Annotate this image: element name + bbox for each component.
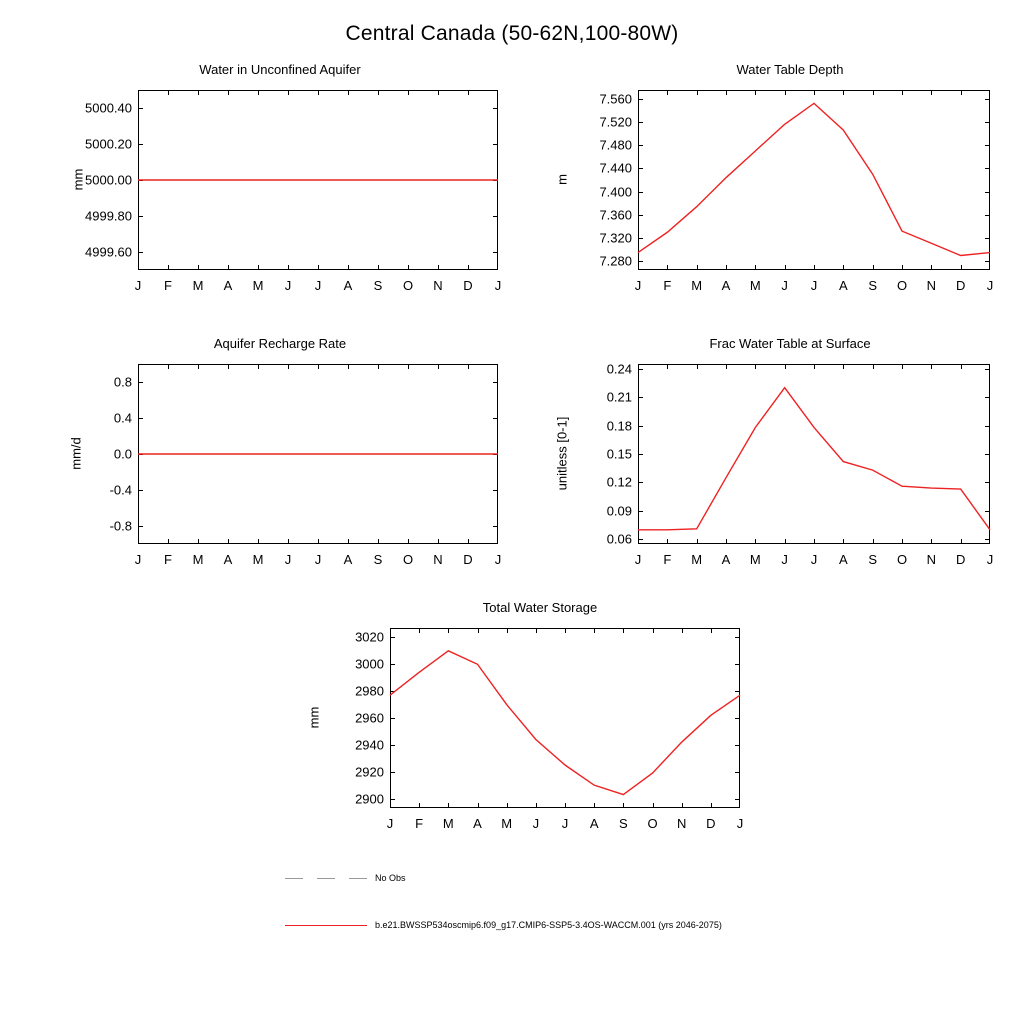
x-tick-label: A	[343, 278, 353, 293]
x-tick-label: M	[749, 552, 761, 567]
panel-title: Total Water Storage	[482, 600, 598, 615]
y-tick-label: 5000.20	[85, 136, 132, 152]
panel-title: Water in Unconfined Aquifer	[199, 62, 361, 77]
y-tick-label: 7.440	[599, 160, 632, 176]
x-tick-label: A	[838, 552, 848, 567]
x-tick-label: M	[749, 278, 761, 293]
x-tick-label: J	[781, 552, 788, 567]
y-tick-label: 0.06	[606, 531, 632, 547]
y-tick-label: 4999.60	[85, 244, 132, 260]
x-tick-label: F	[415, 816, 424, 831]
x-tick-label: S	[373, 278, 383, 293]
x-tick-label: N	[676, 816, 687, 831]
x-tick-label: F	[164, 552, 172, 567]
x-tick-label: J	[314, 278, 322, 293]
y-tick-label: -0.8	[109, 518, 132, 534]
y-tick-label: 2980	[355, 683, 384, 699]
x-tick-label: J	[810, 278, 818, 293]
x-tick-label: A	[473, 816, 482, 831]
y-tick-label: 7.280	[599, 253, 632, 269]
series-line	[638, 388, 990, 530]
x-tick-label: M	[691, 552, 703, 567]
panel-aquifer-recharge-rate	[60, 336, 500, 576]
y-tick-label: 0.24	[606, 361, 632, 377]
x-tick-label: M	[192, 278, 204, 293]
x-tick-label: D	[463, 552, 473, 567]
x-tick-label: S	[373, 552, 383, 567]
y-tick-label: 0.0	[113, 446, 132, 462]
x-tick-label: M	[442, 816, 454, 831]
x-tick-label: N	[433, 278, 443, 293]
legend-dash-2	[317, 878, 335, 879]
x-tick-label: M	[252, 552, 264, 567]
x-tick-label: N	[926, 552, 937, 567]
legend-dash-3	[349, 878, 367, 879]
legend-model	[285, 920, 985, 937]
y-tick-label: 3000	[355, 656, 384, 672]
x-tick-label: A	[343, 552, 353, 567]
y-tick-label: 0.15	[606, 446, 632, 462]
x-tick-label: S	[868, 278, 877, 293]
x-tick-label: D	[706, 816, 716, 831]
y-tick-label: 2960	[355, 710, 384, 726]
series-layer	[60, 62, 500, 302]
y-axis-label: mm	[306, 706, 322, 729]
x-tick-label: J	[494, 552, 502, 567]
panel-title: Frac Water Table at Surface	[709, 336, 871, 351]
y-tick-label: 0.4	[113, 410, 132, 426]
x-tick-label: J	[561, 816, 569, 831]
y-tick-label: 7.560	[599, 91, 632, 107]
y-axis-label: mm	[70, 168, 86, 191]
x-tick-label: J	[386, 816, 394, 831]
x-tick-label: O	[402, 278, 414, 293]
y-axis-label: m	[554, 174, 570, 185]
series-layer	[550, 336, 1000, 576]
x-tick-label: J	[532, 816, 540, 831]
legend-no-obs	[285, 873, 735, 890]
x-tick-label: J	[284, 552, 292, 567]
y-tick-label: 7.520	[599, 114, 632, 130]
x-tick-label: J	[134, 278, 142, 293]
x-tick-label: F	[663, 278, 672, 293]
x-tick-label: J	[494, 278, 502, 293]
y-tick-label: 2900	[355, 791, 384, 807]
x-tick-label: O	[402, 552, 414, 567]
y-tick-label: 7.320	[599, 230, 632, 246]
series-layer	[300, 600, 750, 840]
panel-title: Water Table Depth	[736, 62, 844, 77]
x-tick-label: A	[223, 278, 233, 293]
x-tick-label: M	[501, 816, 513, 831]
x-tick-label: F	[164, 278, 172, 293]
x-tick-label: F	[663, 552, 672, 567]
x-tick-label: J	[810, 552, 818, 567]
y-tick-label: 0.09	[606, 503, 632, 519]
y-tick-label: 5000.00	[85, 172, 132, 188]
x-tick-label: A	[721, 552, 731, 567]
y-tick-label: 4999.80	[85, 208, 132, 224]
x-tick-label: N	[926, 278, 937, 293]
x-tick-label: A	[838, 278, 848, 293]
y-tick-label: 7.360	[599, 207, 632, 223]
x-tick-label: M	[252, 278, 264, 293]
x-tick-label: J	[634, 278, 642, 293]
series-layer	[60, 336, 500, 576]
x-tick-label: J	[314, 552, 322, 567]
x-tick-label: D	[955, 552, 966, 567]
x-tick-label: D	[955, 278, 966, 293]
y-tick-label: 0.21	[606, 389, 632, 405]
x-tick-label: A	[223, 552, 233, 567]
x-tick-label: M	[192, 552, 204, 567]
y-tick-label: 0.8	[113, 374, 132, 390]
y-tick-label: 0.18	[606, 418, 632, 434]
x-tick-label: J	[781, 278, 788, 293]
panel-water-table-depth	[550, 62, 1000, 302]
panel-water-in-unconfined-aquifer	[60, 62, 500, 302]
y-tick-label: 5000.40	[85, 100, 132, 116]
x-tick-label: O	[896, 278, 908, 293]
x-tick-label: J	[986, 278, 994, 293]
x-tick-label: A	[721, 278, 731, 293]
y-axis-label: unitless [0-1]	[554, 416, 570, 491]
panel-frac-water-table-at-surface	[550, 336, 1000, 576]
y-tick-label: 2940	[355, 737, 384, 753]
x-tick-label: M	[691, 278, 703, 293]
x-tick-label: O	[896, 552, 908, 567]
y-tick-label: 7.400	[599, 184, 632, 200]
x-tick-label: J	[634, 552, 642, 567]
x-tick-label: S	[868, 552, 877, 567]
x-tick-label: D	[463, 278, 473, 293]
series-layer	[550, 62, 1000, 302]
legend-label-model: b.e21.BWSSP534oscmip6.f09_g17.CMIP6-SSP5-3.4OS-WACCM.001 (yrs 2046-2075)	[375, 920, 722, 930]
series-line	[638, 103, 990, 255]
x-tick-label: O	[647, 816, 658, 831]
y-tick-label: -0.4	[109, 482, 132, 498]
page-title: Central Canada (50-62N,100-80W)	[345, 22, 679, 45]
y-axis-label: mm/d	[68, 437, 84, 470]
x-tick-label: J	[736, 816, 744, 831]
x-tick-label: S	[618, 816, 628, 831]
x-tick-label: N	[433, 552, 443, 567]
panel-title: Aquifer Recharge Rate	[213, 336, 347, 351]
series-line	[390, 651, 740, 795]
x-tick-label: J	[284, 278, 292, 293]
x-tick-label: A	[589, 816, 599, 831]
x-tick-label: J	[134, 552, 142, 567]
legend-line-model	[285, 925, 367, 926]
y-tick-label: 7.480	[599, 137, 632, 153]
y-tick-label: 2920	[355, 764, 384, 780]
panel-total-water-storage	[300, 600, 750, 840]
legend-dash-1	[285, 878, 303, 879]
legend-label-no-obs: No Obs	[375, 873, 406, 883]
y-tick-label: 3020	[355, 629, 384, 645]
x-tick-label: J	[986, 552, 994, 567]
y-tick-label: 0.12	[606, 474, 632, 490]
